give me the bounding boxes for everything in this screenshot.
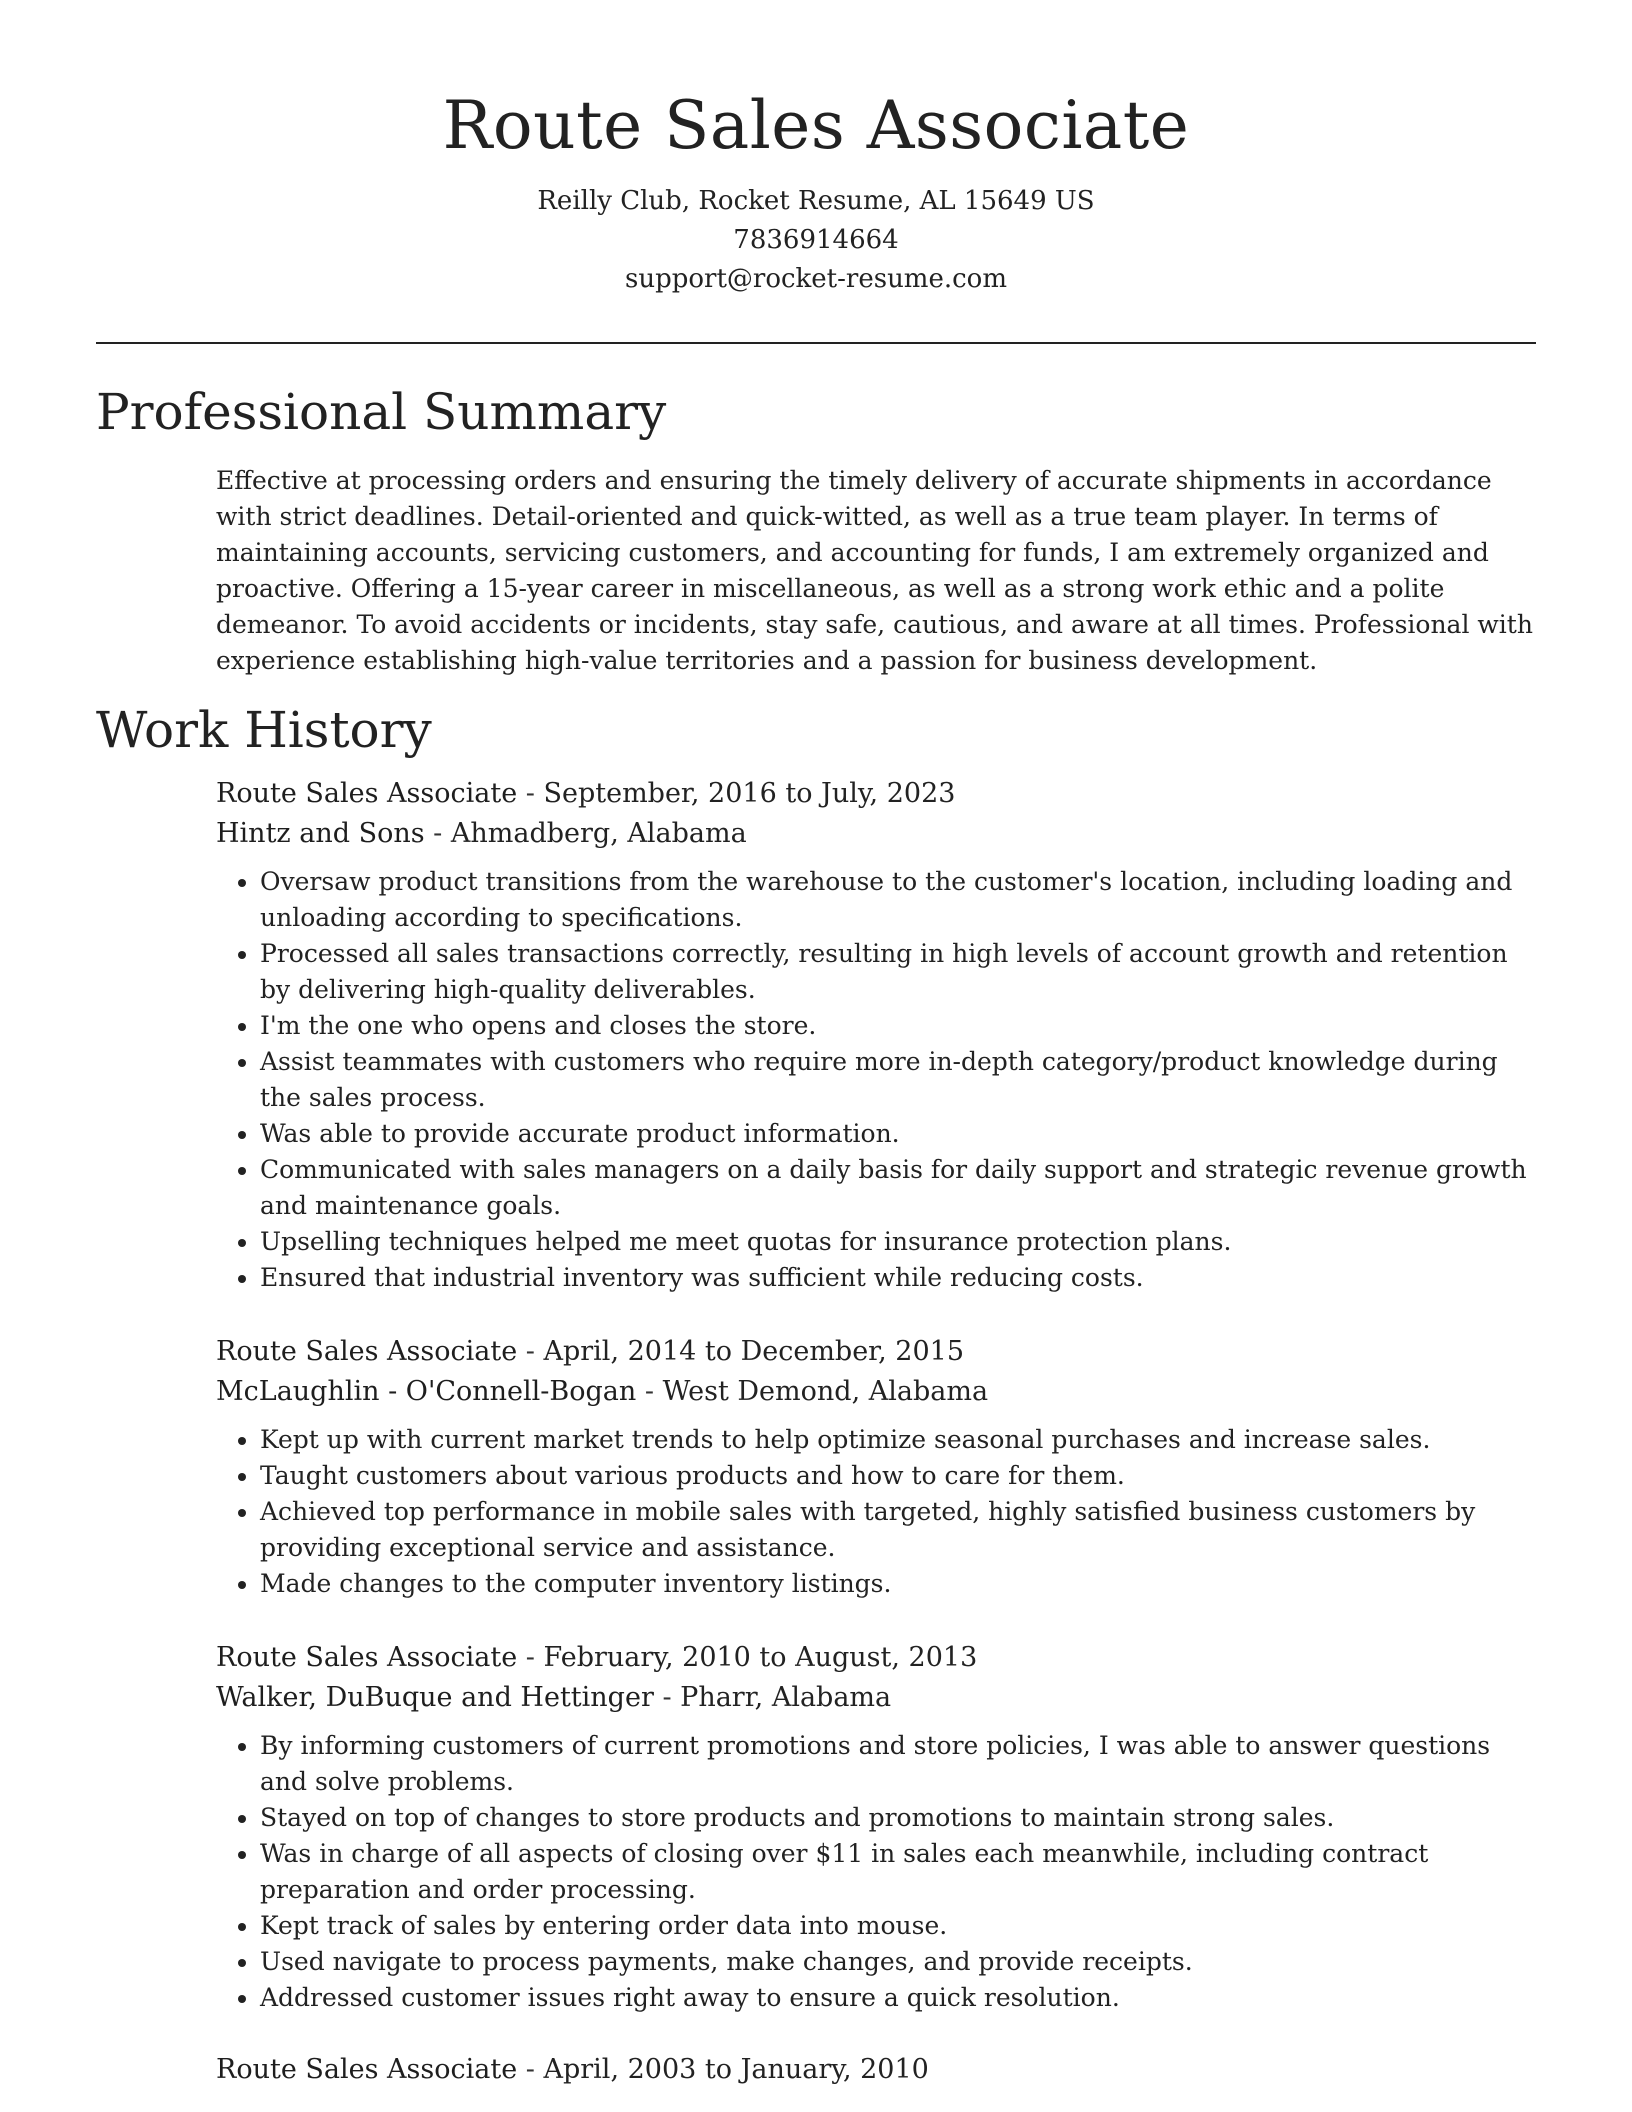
- contact-block: [96, 182, 1536, 299]
- job-dates: April, 2003 to January, 2010: [543, 2054, 929, 2085]
- job-dates: September, 2016 to July, 2023: [543, 778, 956, 809]
- separator: -: [517, 1642, 544, 1673]
- summary-heading: Professional Summary: [96, 383, 667, 441]
- job-dates: February, 2010 to August, 2013: [543, 1642, 978, 1673]
- job-role: Route Sales Associate: [216, 2054, 518, 2085]
- job-entry: [216, 2050, 1536, 2090]
- separator: -: [424, 818, 451, 849]
- list-item: • By informing customers of current promotions and store policies, I was able to answer questions and solve problems.: [260, 1728, 1536, 1800]
- list-item: • Ensured that industrial inventory was sufficient while reducing costs.: [260, 1260, 1536, 1296]
- separator: -: [517, 778, 544, 809]
- separator: -: [636, 1376, 663, 1407]
- job-location: Ahmadberg, Alabama: [450, 818, 747, 849]
- summary-text: Effective at processing orders and ensuring the timely delivery of accurate shipments in accordance with strict deadlines. Detail-oriented and quick-witted, as well as a true team player. In terms of maintaining accounts, servicing customers, and accounting for funds, I am extremely organized and proactive. Offering a 15-year career in miscellaneous, as well as a strong work ethic and a polite demeanor. To avoid accidents or incidents, stay safe, cautious, and aware at all times. Professional with experience establishing high-value territories and a passion for business development.: [216, 466, 1533, 675]
- list-item: • Assist teammates with customers who require more in-depth category/product knowledge during the sales process.: [260, 1044, 1536, 1116]
- job-company-line: [216, 814, 1536, 854]
- list-item: • Kept track of sales by entering order data into mouse.: [260, 1908, 1536, 1944]
- job-title-line: [216, 1332, 1536, 1372]
- job-company: Hintz and Sons: [216, 818, 425, 849]
- list-item: • Processed all sales transactions correctly, resulting in high levels of account growth and retention by delivering high-quality deliverables.: [260, 936, 1536, 1008]
- job-company: Walker, DuBuque and Hettinger: [216, 1682, 654, 1713]
- job-location: Pharr, Alabama: [680, 1682, 892, 1713]
- candidate-title: Route Sales Associate: [442, 87, 1190, 164]
- job-bullets: [216, 864, 1536, 1296]
- job-role: Route Sales Associate: [216, 1642, 518, 1673]
- job-role: Route Sales Associate: [216, 778, 518, 809]
- list-item: • Was able to provide accurate product information.: [260, 1116, 1536, 1152]
- list-item: • Taught customers about various products and how to care for them.: [260, 1458, 1536, 1494]
- job-title-line: [216, 774, 1536, 814]
- job-title-line: [216, 2050, 1536, 2090]
- job-company-line: [216, 1678, 1536, 1718]
- list-item: • Used navigate to process payments, make changes, and provide receipts.: [260, 1944, 1536, 1980]
- work-history-heading: Work History: [96, 701, 432, 759]
- list-item: • Communicated with sales managers on a daily basis for daily support and strategic revenue growth and maintenance goals.: [260, 1152, 1536, 1224]
- list-item: • I'm the one who opens and closes the store.: [260, 1008, 1536, 1044]
- resume-header: [96, 80, 1536, 299]
- job-role: Route Sales Associate: [216, 1336, 518, 1367]
- list-item: • Made changes to the computer inventory listings.: [260, 1566, 1536, 1602]
- list-item: • Upselling techniques helped me meet quotas for insurance protection plans.: [260, 1224, 1536, 1260]
- separator: -: [517, 2054, 544, 2085]
- job-entry: [216, 1332, 1536, 1602]
- job-title-line: [216, 1638, 1536, 1678]
- contact-email: support@rocket-resume.com: [624, 264, 1007, 294]
- list-item: • Kept up with current market trends to help optimize seasonal purchases and increase sales.: [260, 1422, 1536, 1458]
- separator: -: [517, 1336, 544, 1367]
- job-dates: April, 2014 to December, 2015: [543, 1336, 965, 1367]
- job-bullets: [216, 1728, 1536, 2016]
- list-item: • Oversaw product transitions from the warehouse to the customer's location, including loading and unloading according to specifications.: [260, 864, 1536, 936]
- header-divider: [96, 342, 1536, 344]
- list-item: • Was in charge of all aspects of closing over $11 in sales each meanwhile, including contract preparation and order processing.: [260, 1836, 1536, 1908]
- job-company: McLaughlin - O'Connell-Bogan: [216, 1376, 637, 1407]
- job-company-line: [216, 1372, 1536, 1412]
- job-location: West Demond, Alabama: [662, 1376, 989, 1407]
- contact-address: Reilly Club, Rocket Resume, AL 15649 US: [537, 186, 1095, 216]
- list-item: • Stayed on top of changes to store products and promotions to maintain strong sales.: [260, 1800, 1536, 1836]
- job-bullets: [216, 1422, 1536, 1602]
- separator: -: [653, 1682, 681, 1713]
- job-entry: [216, 774, 1536, 1296]
- list-item: • Achieved top performance in mobile sales with targeted, highly satisfied business customers by providing exceptional service and assistance.: [260, 1494, 1536, 1566]
- list-item: • Addressed customer issues right away to ensure a quick resolution.: [260, 1980, 1536, 2016]
- contact-phone: 7836914664: [733, 225, 899, 255]
- job-entry: [216, 1638, 1536, 2016]
